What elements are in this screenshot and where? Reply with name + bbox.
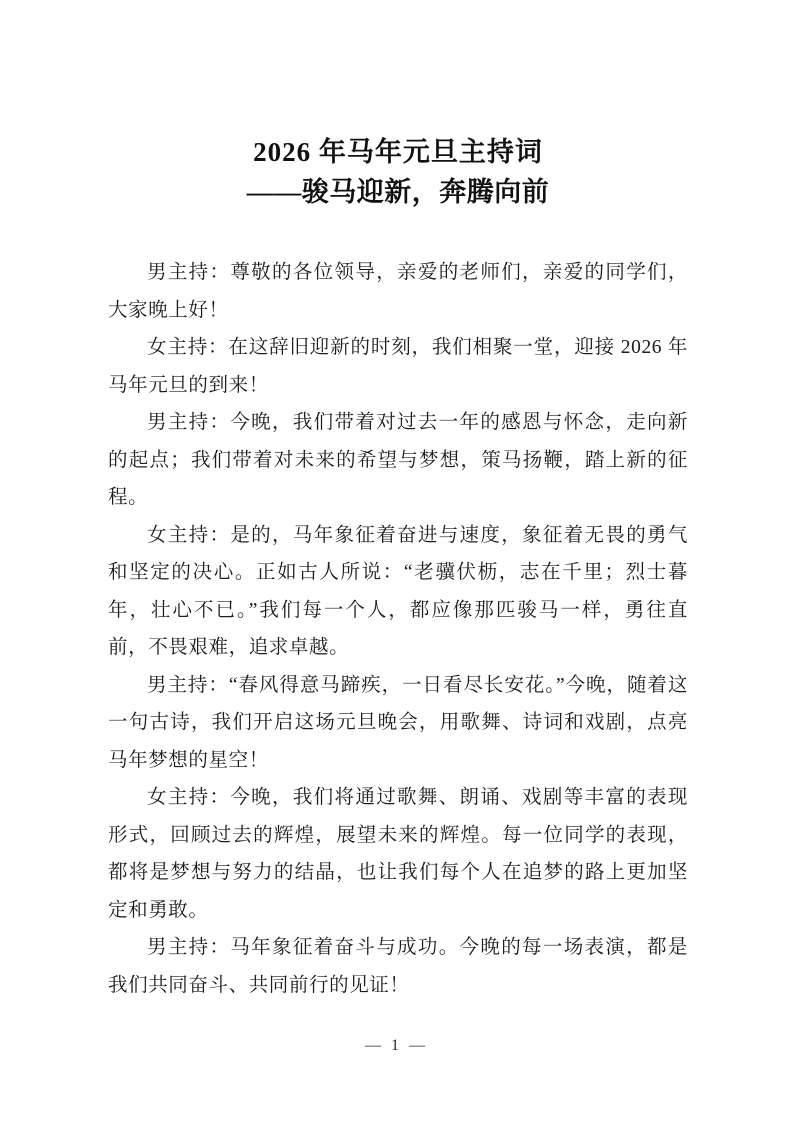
paragraph: 男主持：今晚，我们带着对过去一年的感恩与怀念，走向新的起点；我们带着对未来的希望与梦想，策马扬鞭，踏上新的征程。 [108, 412, 688, 508]
paragraph-list [108, 254, 688, 1004]
title-line-subtitle: ——骏马迎新，奔腾向前 [246, 177, 550, 207]
page-number-footer: — 1 — [365, 1037, 428, 1054]
paragraph: 女主持：在这辞旧迎新的时刻，我们相聚一堂，迎接 2026 年马年元旦的到来！ [108, 337, 688, 396]
document-body [108, 132, 688, 1004]
title-line-main: 2026 年马年元旦主持词 [253, 137, 543, 167]
paragraph: 女主持：是的，马年象征着奋进与速度，象征着无畏的勇气和坚定的决心。正如古人所说：“老骥伏枥，志在千里；烈士暮年，壮心不已。”我们每一个人，都应像那匹骏马一样，勇往直前，不畏艰难，追求卓越。 [108, 524, 688, 658]
paragraph: 男主持：“春风得意马蹄疾，一日看尽长安花。”今晚，随着这一句古诗，我们开启这场元旦晚会，用歌舞、诗词和戏剧，点亮马年梦想的星空！ [108, 674, 688, 771]
paragraph: 女主持：今晚，我们将通过歌舞、朗诵、戏剧等丰富的表现形式，回顾过去的辉煌，展望未来的辉煌。每一位同学的表现，都将是梦想与努力的结晶，也让我们每个人在追梦的路上更加坚定和勇敢。 [108, 787, 688, 921]
paragraph: 男主持：尊敬的各位领导，亲爱的老师们，亲爱的同学们，大家晚上好！ [108, 262, 688, 321]
paragraph: 男主持：马年象征着奋斗与成功。今晚的每一场表演，都是我们共同奋斗、共同前行的见证！ [108, 937, 688, 996]
page-title [108, 132, 688, 212]
